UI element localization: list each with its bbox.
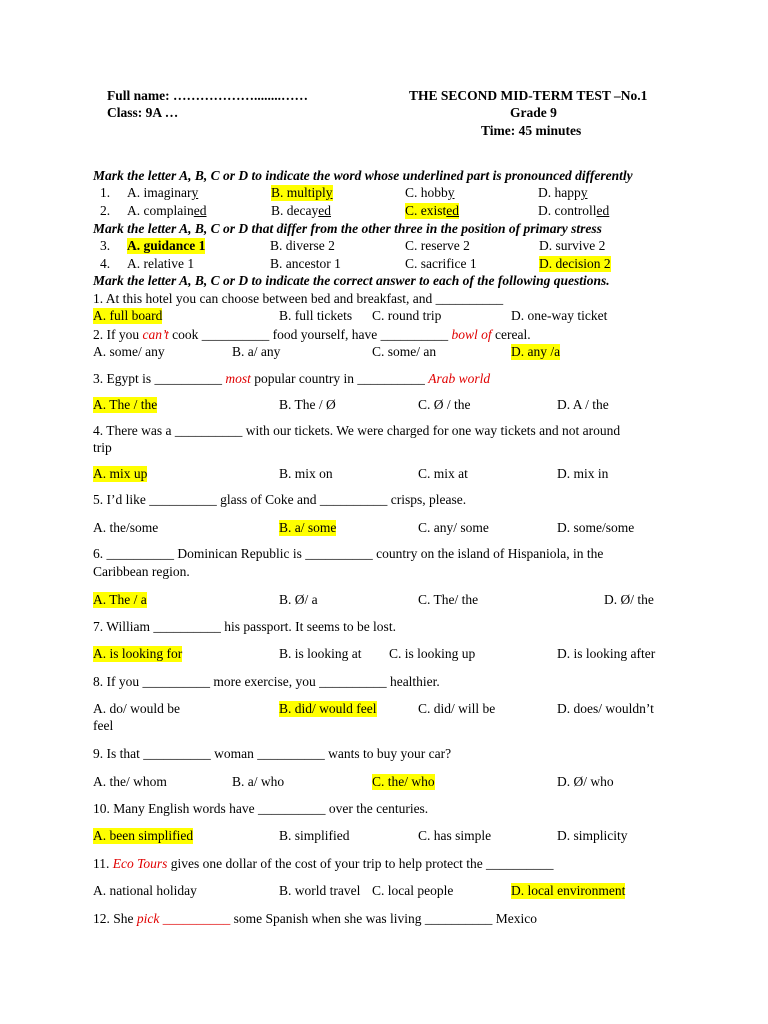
- q8-option-d: D. does/ wouldn’t: [557, 701, 654, 716]
- q8-text: 8. If you __________ more exercise, you __________ healthier.: [93, 674, 440, 689]
- q5-option-c: C. any/ some: [418, 520, 489, 535]
- class-field: Class: 9A …: [107, 105, 179, 120]
- q1-option-b: B. full tickets: [279, 308, 353, 323]
- q4-option-a-answer: A. mix up: [93, 466, 148, 481]
- time-label: Time: 45 minutes: [481, 123, 582, 138]
- q7-text: 7. William __________ his passport. It seems to be lost.: [93, 619, 396, 634]
- q5-text: 5. I’d like __________ glass of Coke and __________ crisps, please.: [93, 492, 467, 507]
- s2-q3-option-d: D. survive 2: [539, 238, 606, 253]
- q9-option-c-answer: C. the/ who: [372, 774, 435, 789]
- s2-q4-number: 4.: [100, 256, 111, 271]
- q10-option-c: C. has simple: [418, 828, 492, 843]
- q4-text-line1: 4. There was a __________ with our tickets. We were charged for one way tickets and not around: [93, 423, 621, 438]
- s2-q4-option-b: B. ancestor 1: [270, 256, 341, 271]
- q10-option-a-answer: A. been simplified: [93, 828, 194, 843]
- q3-option-d: D. A / the: [557, 397, 609, 412]
- q9-text: 9. Is that __________ woman __________ wants to buy your car?: [93, 746, 452, 761]
- q8-option-c: C. did/ will be: [418, 701, 496, 716]
- q6-text-line1: 6. __________ Dominican Republic is __________ country on the island of Hispaniola, in the: [93, 546, 604, 561]
- q3-option-a-answer: A. The / the: [93, 397, 158, 412]
- s2-q3-option-a-answer: A. guidance 1: [127, 238, 206, 253]
- test-title: THE SECOND MID-TERM TEST –No.1: [409, 88, 648, 103]
- s1-q2-option-b: B. decayed: [271, 203, 331, 218]
- q9-option-b: B. a/ who: [232, 774, 285, 789]
- q4-text-line2: trip: [93, 440, 112, 455]
- q12-text: 12. She pick __________ some Spanish when she was living __________ Mexico: [93, 911, 537, 926]
- q10-option-d: D. simplicity: [557, 828, 628, 843]
- section1-instruction: Mark the letter A, B, C or D to indicate the word whose underlined part is pronounced differently: [93, 168, 633, 183]
- q11-option-a: A. national holiday: [93, 883, 197, 898]
- q9-option-a: A. the/ whom: [93, 774, 167, 789]
- q2-option-a: A. some/ any: [93, 344, 165, 359]
- q5-option-d: D. some/some: [557, 520, 635, 535]
- q4-option-b: B. mix on: [279, 466, 333, 481]
- s1-q2-option-c-answer: C. existed: [405, 203, 460, 218]
- q2-option-c: C. some/ an: [372, 344, 437, 359]
- s2-q4-option-c: C. sacrifice 1: [405, 256, 477, 271]
- s1-q2-option-d: D. controlled: [538, 203, 610, 218]
- s2-q3-number: 3.: [100, 238, 111, 253]
- grade-label: Grade 9: [510, 105, 557, 120]
- q11-option-b: B. world travel: [279, 883, 361, 898]
- s2-q4-option-a: A. relative 1: [127, 256, 195, 271]
- s1-q1-option-b-answer: B. multiply: [271, 185, 333, 200]
- q5-option-a: A. the/some: [93, 520, 159, 535]
- s1-q2-option-a: A. complained: [127, 203, 207, 218]
- q1-text: 1. At this hotel you can choose between bed and breakfast, and __________: [93, 291, 504, 306]
- s1-q2-number: 2.: [100, 203, 111, 218]
- q6-text-line2: Caribbean region.: [93, 564, 190, 579]
- q4-option-d: D. mix in: [557, 466, 609, 481]
- q6-option-a-answer: A. The / a: [93, 592, 147, 607]
- q11-option-d-answer: D. local environment: [511, 883, 626, 898]
- q9-option-d: D. Ø/ who: [557, 774, 614, 789]
- q1-option-c: C. round trip: [372, 308, 442, 323]
- q2-text: 2. If you can’t cook __________ food yourself, have __________ bowl of cereal.: [93, 327, 531, 342]
- s2-q3-option-c: C. reserve 2: [405, 238, 470, 253]
- s1-q1-option-d: D. happy: [538, 185, 588, 200]
- q6-option-c: C. The/ the: [418, 592, 479, 607]
- q8-option-b-answer: B. did/ would feel: [279, 701, 377, 716]
- q5-option-b-answer: B. a/ some: [279, 520, 337, 535]
- q11-text: 11. Eco Tours gives one dollar of the cost of your trip to help protect the __________: [93, 856, 554, 871]
- q11-option-c: C. local people: [372, 883, 454, 898]
- q3-option-b: B. The / Ø: [279, 397, 336, 412]
- q1-option-d: D. one-way ticket: [511, 308, 608, 323]
- section2-instruction: Mark the letter A, B, C or D that differ from the other three in the position of primary stress: [93, 221, 602, 236]
- s2-q4-option-d-answer: D. decision 2: [539, 256, 611, 271]
- s2-q3-option-b: B. diverse 2: [270, 238, 335, 253]
- q8-option-d-wrap: feel: [93, 718, 114, 733]
- q2-option-b: B. a/ any: [232, 344, 281, 359]
- q2-option-d-answer: D. any /a: [511, 344, 561, 359]
- q10-text: 10. Many English words have __________ over the centuries.: [93, 801, 429, 816]
- q6-option-d: D. Ø/ the: [604, 592, 654, 607]
- q7-option-d: D. is looking after: [557, 646, 656, 661]
- q3-text: 3. Egypt is __________ most popular country in __________ Arab world: [93, 371, 491, 386]
- q1-option-a-answer: A. full board: [93, 308, 163, 323]
- q3-option-c: C. Ø / the: [418, 397, 471, 412]
- q10-option-b: B. simplified: [279, 828, 350, 843]
- section3-instruction: Mark the letter A, B, C or D to indicate the correct answer to each of the following questions.: [93, 273, 610, 288]
- q8-option-a: A. do/ would be: [93, 701, 180, 716]
- s1-q1-option-a: A. imaginary: [127, 185, 199, 200]
- q4-option-c: C. mix at: [418, 466, 468, 481]
- q7-option-c: C. is looking up: [389, 646, 476, 661]
- s1-q1-option-c: C. hobby: [405, 185, 455, 200]
- q7-option-a-answer: A. is looking for: [93, 646, 183, 661]
- q7-option-b: B. is looking at: [279, 646, 362, 661]
- q6-option-b: B. Ø/ a: [279, 592, 318, 607]
- s1-q1-number: 1.: [100, 185, 111, 200]
- full-name-field: Full name: ………………........……: [107, 88, 308, 103]
